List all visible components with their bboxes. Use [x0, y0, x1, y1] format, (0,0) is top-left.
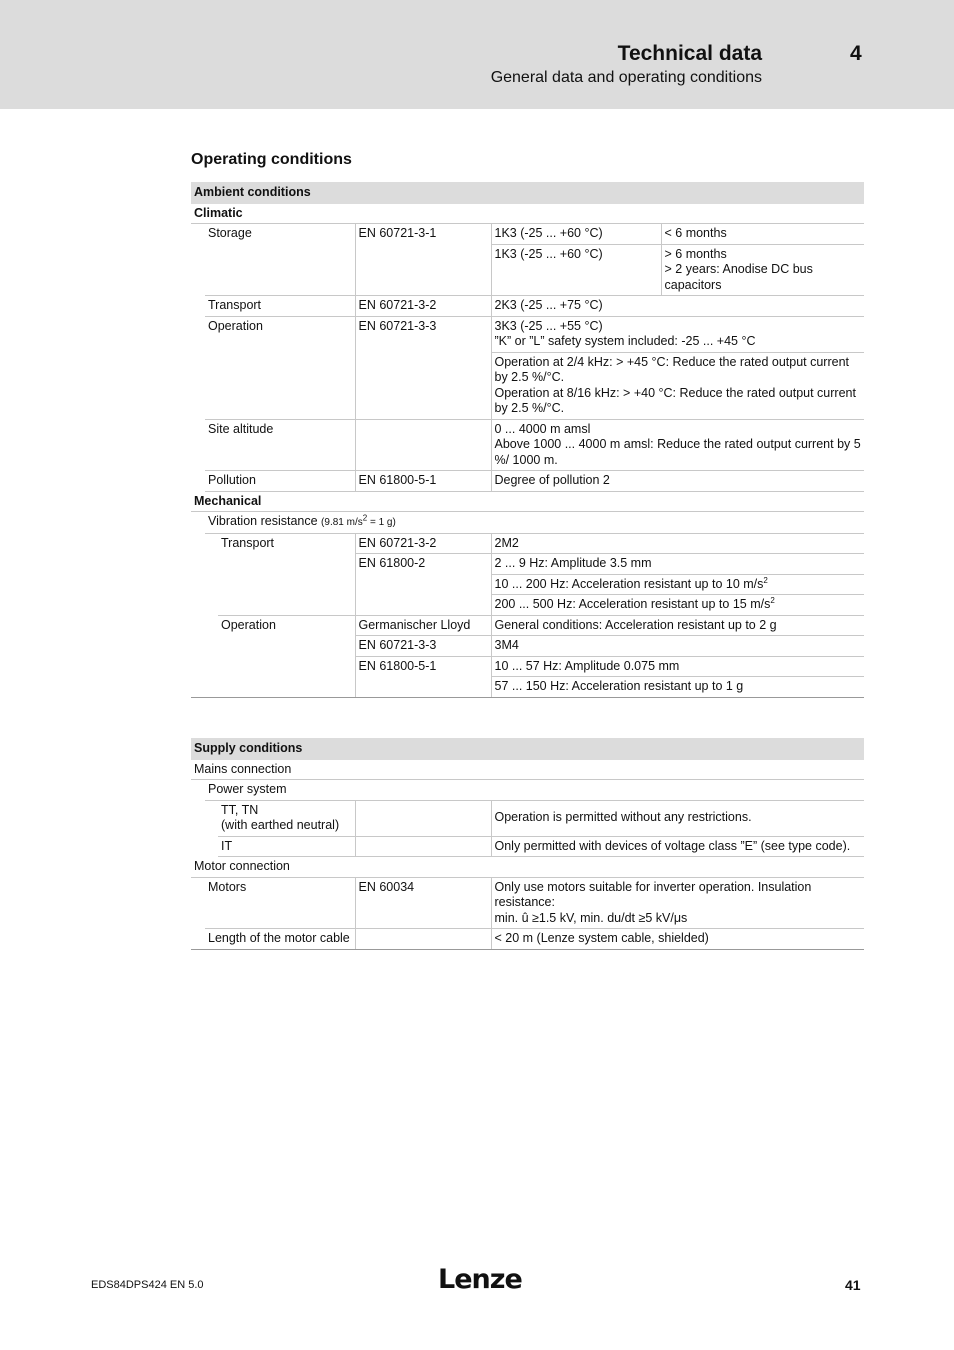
value-cell: Degree of pollution 2 [491, 471, 864, 492]
value-cell: 200 ... 500 Hz: Acceleration resistant up to 15 $m/s^2$ [491, 595, 864, 616]
table-row [191, 929, 864, 950]
value-cell: 2 ... 9 Hz: Amplitude 3.5 mm [491, 554, 864, 575]
value-cell: 10 ... 57 Hz: Amplitude 0.075 mm [491, 656, 864, 677]
param-label: Operation [218, 615, 355, 697]
lenze-logo: Lenze [438, 1264, 522, 1295]
param-label: Storage [205, 224, 355, 296]
value-cell: 3K3 (-25 ... +55 °C) ”K” or ”L” safety system included: -25 ... +45 °C [491, 316, 864, 352]
value-cell: General conditions: Acceleration resistant up to 2 g [491, 615, 864, 636]
motor-connection-heading: Motor connection [191, 857, 864, 878]
standard-cell: EN 61800-2 [355, 554, 491, 616]
mains-heading: Mains connection [191, 760, 864, 780]
table-row [191, 419, 864, 471]
value-cell: 2M2 [491, 533, 864, 554]
standard-cell: EN 60721-3-3 [355, 316, 491, 419]
note-cell: > 6 months > 2 years: Anodise DC bus capacitors [661, 244, 864, 296]
param-label: IT [218, 836, 355, 857]
standard-cell: EN 60721-3-2 [355, 296, 491, 317]
standard-cell: EN 61800-5-1 [355, 656, 491, 697]
header-title: Technical data [617, 42, 762, 65]
standard-cell: EN 60721-3-1 [355, 224, 491, 296]
vibration-label: Vibration resistance (9.81 $m/s^2 = 1$ g) [205, 512, 864, 534]
supply-conditions-table [191, 738, 864, 950]
value-cell: 1K3 (-25 ... +60 °C) [491, 244, 661, 296]
section-title: Operating conditions [191, 151, 352, 168]
vibration-note: (9.81 $m/s^2 = 1$ g) [321, 513, 396, 528]
header-subtitle: General data and operating conditions [490, 69, 762, 86]
standard-cell [355, 929, 491, 950]
ambient-conditions-table [191, 182, 864, 698]
table-row [191, 836, 864, 857]
param-label: Site altitude [205, 419, 355, 471]
value-cell: 57 ... 150 Hz: Acceleration resistant up to 1 g [491, 677, 864, 698]
standard-cell: Germanischer Lloyd [355, 615, 491, 636]
document-id: EDS84DPS424 EN 5.0 [91, 1279, 204, 1291]
ambient-heading: Ambient conditions [191, 182, 864, 204]
table-row [191, 533, 864, 554]
table-row [191, 780, 864, 801]
value-cell: Only permitted with devices of voltage class ”E” (see type code). [491, 836, 864, 857]
table-row [191, 512, 864, 534]
table-row [191, 296, 864, 317]
page-number: 41 [845, 1277, 861, 1293]
chapter-number: 4 [850, 42, 862, 65]
value-cell: 2K3 (-25 ... +75 °C) [491, 296, 864, 317]
value-cell: Operation is permitted without any restrictions. [491, 800, 864, 836]
table-row [191, 800, 864, 836]
climatic-heading: Climatic [191, 204, 864, 224]
value-cell: 1K3 (-25 ... +60 °C) [491, 224, 661, 245]
standard-cell: EN 61800-5-1 [355, 471, 491, 492]
standard-cell: EN 60034 [355, 877, 491, 929]
param-label: Transport [205, 296, 355, 317]
note-cell: < 6 months [661, 224, 864, 245]
table-row [191, 615, 864, 636]
table-row [191, 316, 864, 352]
supply-heading: Supply conditions [191, 738, 864, 760]
standard-cell [355, 800, 491, 836]
param-label: Operation [205, 316, 355, 419]
value-cell: < 20 m (Lenze system cable, shielded) [491, 929, 864, 950]
param-label: Pollution [205, 471, 355, 492]
param-label: Motors [205, 877, 355, 929]
value-cell: 0 ... 4000 m amsl Above 1000 ... 4000 m amsl: Reduce the rated output current by 5 %/ 1000 m. [491, 419, 864, 471]
value-cell: Only use motors suitable for inverter operation. Insulation resistance: min. û ≥1.5 kV, min. du/dt ≥5 kV/μs [491, 877, 864, 929]
table-row [191, 224, 864, 245]
standard-cell: EN 60721-3-2 [355, 533, 491, 554]
page-header [0, 0, 954, 109]
table-row [191, 471, 864, 492]
param-label: Transport [218, 533, 355, 615]
table-row [191, 877, 864, 929]
param-label: TT, TN (with earthed neutral) [218, 800, 355, 836]
value-cell: Operation at 2/4 kHz: > +45 °C: Reduce the rated output current by 2.5 %/°C. Operation at 8/16 kHz: > +40 °C: Reduce the rated output current by 2.5 %/°C. [491, 352, 864, 419]
standard-cell: EN 60721-3-3 [355, 636, 491, 657]
value-cell: 3M4 [491, 636, 864, 657]
power-system-label: Power system [205, 780, 864, 801]
mechanical-heading: Mechanical [191, 491, 864, 512]
value-cell: 10 ... 200 Hz: Acceleration resistant up to 10 $m/s^2$ [491, 574, 864, 595]
param-label: Length of the motor cable [205, 929, 355, 950]
standard-cell [355, 419, 491, 471]
standard-cell [355, 836, 491, 857]
